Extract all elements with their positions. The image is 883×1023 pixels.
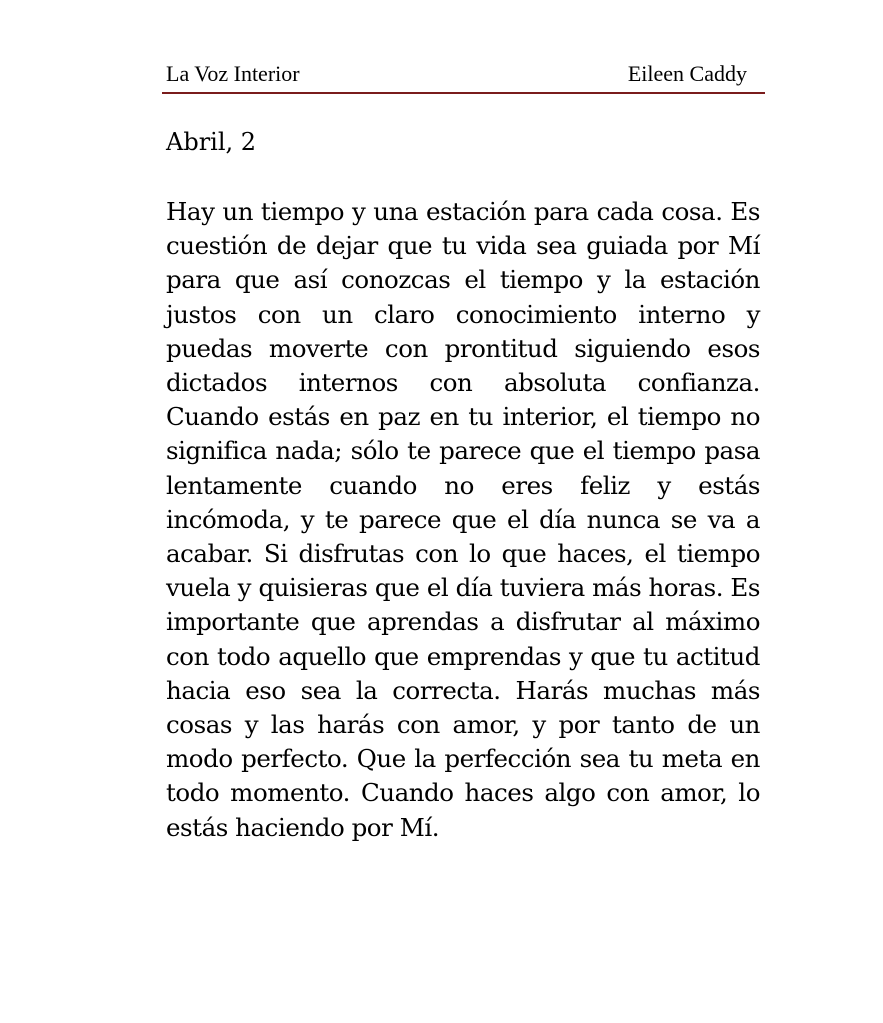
running-header	[162, 60, 765, 94]
book-page	[162, 0, 765, 1023]
entry-date: Abril, 2	[166, 128, 257, 156]
book-title: La Voz Interior	[166, 61, 300, 86]
entry-body-text: Hay un tiempo y una estación para cada cosa. Es cuestión de dejar que tu vida sea guiada por Mí para que así conozcas el tiempo y la estación justos con un claro conocimiento interno y puedas moverte con prontitud siguiendo esos dictados internos con absoluta confianza. Cuando estás en paz en tu interior, el tiempo no significa nada; sólo te parece que el tiempo pasa lentamente cuando no eres feliz y estás incómoda, y te parece que el día nunca se va a acabar. Si disfrutas con lo que haces, el tiempo vuela y quisieras que el día tuviera más horas. Es importante que aprendas a disfrutar al máximo con todo aquello que emprendas y que tu actitud hacia eso sea la correcta. Harás muchas más cosas y las harás con amor, y por tanto de un modo perfecto. Que la perfección sea tu meta en todo momento. Cuando haces algo con amor, lo estás haciendo por Mí.	[166, 197, 760, 842]
author-name: Eileen Caddy	[627, 61, 747, 86]
